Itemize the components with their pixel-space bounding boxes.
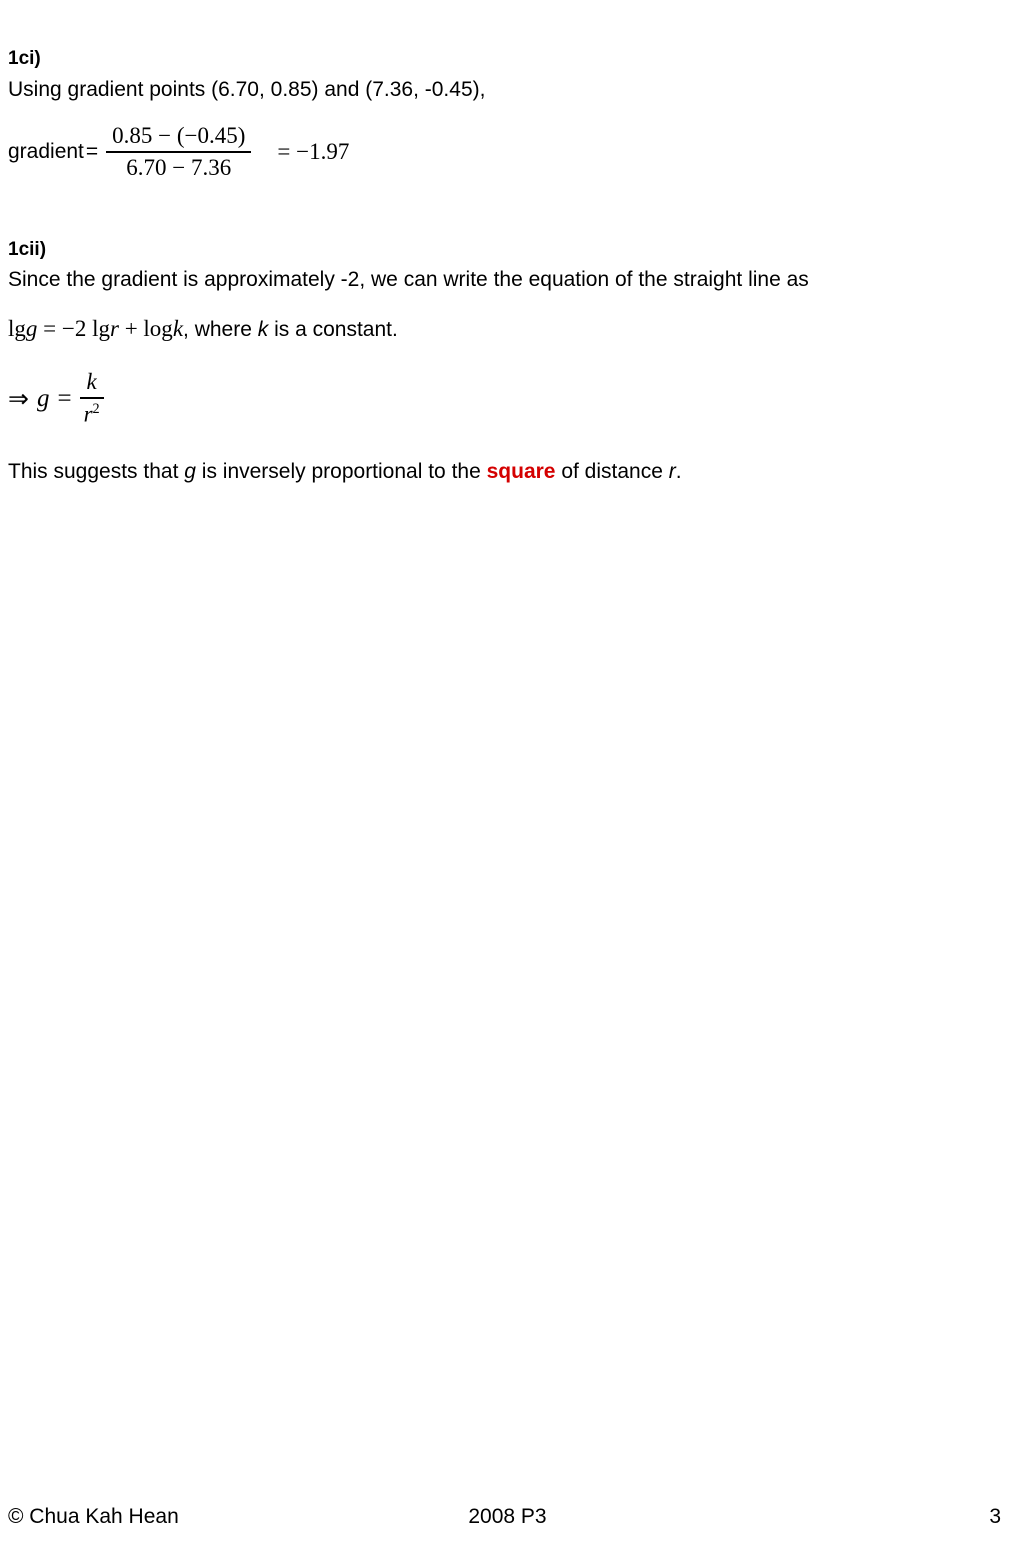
- footer-center-label: 2008 P3: [468, 1505, 547, 1528]
- implication-denominator-exponent: 2: [92, 400, 100, 417]
- conclusion-part-4: .: [675, 459, 682, 483]
- implication-equals: =: [57, 384, 72, 412]
- conclusion-sentence: [8, 458, 1007, 485]
- gradient-fraction-denominator: 6.70 − 7.36: [126, 154, 232, 180]
- gradient-fraction: [106, 123, 251, 181]
- gradient-equation-lead: gradient: [8, 139, 84, 163]
- section-1cii: [8, 239, 1007, 485]
- gradient-equation: [8, 123, 1007, 181]
- conclusion-variable-g: g: [184, 459, 196, 483]
- page-footer: [8, 1505, 1007, 1529]
- log-equation-variable-g: g: [25, 315, 38, 341]
- footer-page-number: 3: [989, 1505, 1001, 1528]
- gradient-equation-equals: =: [85, 139, 99, 163]
- section-label-1ci: 1ci): [8, 48, 41, 69]
- implication-fraction-denominator: [80, 399, 104, 428]
- footer-copyright: © Chua Kah Hean: [8, 1505, 179, 1528]
- log-equation-tail-2: is a constant.: [268, 317, 398, 341]
- log-equation-variable-r: r: [109, 315, 119, 341]
- section-1ci: [8, 48, 1007, 181]
- conclusion-highlight: square: [486, 459, 556, 483]
- section-label-1cii: 1cii): [8, 238, 47, 260]
- implication-arrow: ⇒: [8, 385, 29, 413]
- section-1cii-intro: Since the gradient is approximately -2, we can write the equation of the straight line as: [8, 268, 809, 292]
- gradient-fraction-numerator: 0.85 − (−0.45): [112, 123, 246, 149]
- log-equation-tail-variable-k: k: [257, 317, 269, 341]
- gradient-result: = −1.97: [277, 138, 350, 164]
- conclusion-part-3: of distance: [555, 459, 669, 483]
- section-1ci-intro: Using gradient points (6.70, 0.85) and (7.36, -0.45),: [8, 77, 486, 101]
- conclusion-part-1: This suggests that: [8, 459, 185, 483]
- implication-fraction-numerator: k: [86, 369, 97, 395]
- implication-denominator-base: r: [83, 401, 93, 427]
- implication-variable-g: g: [36, 384, 50, 412]
- log-equation-lhs: lg: [8, 315, 26, 341]
- log-equation-plus: + log: [118, 315, 173, 341]
- document-content: [8, 48, 1007, 506]
- implication-fraction: [80, 369, 104, 427]
- conclusion-variable-r: r: [668, 459, 676, 483]
- implication-equation: [8, 369, 1007, 427]
- log-equation-relation: = −2 lg: [37, 315, 110, 341]
- log-equation: [8, 314, 1007, 344]
- log-equation-variable-k: k: [172, 315, 184, 341]
- conclusion-part-2: is inversely proportional to the: [195, 459, 487, 483]
- section-spacer: [8, 181, 1007, 239]
- log-equation-tail-1: , where: [183, 317, 258, 341]
